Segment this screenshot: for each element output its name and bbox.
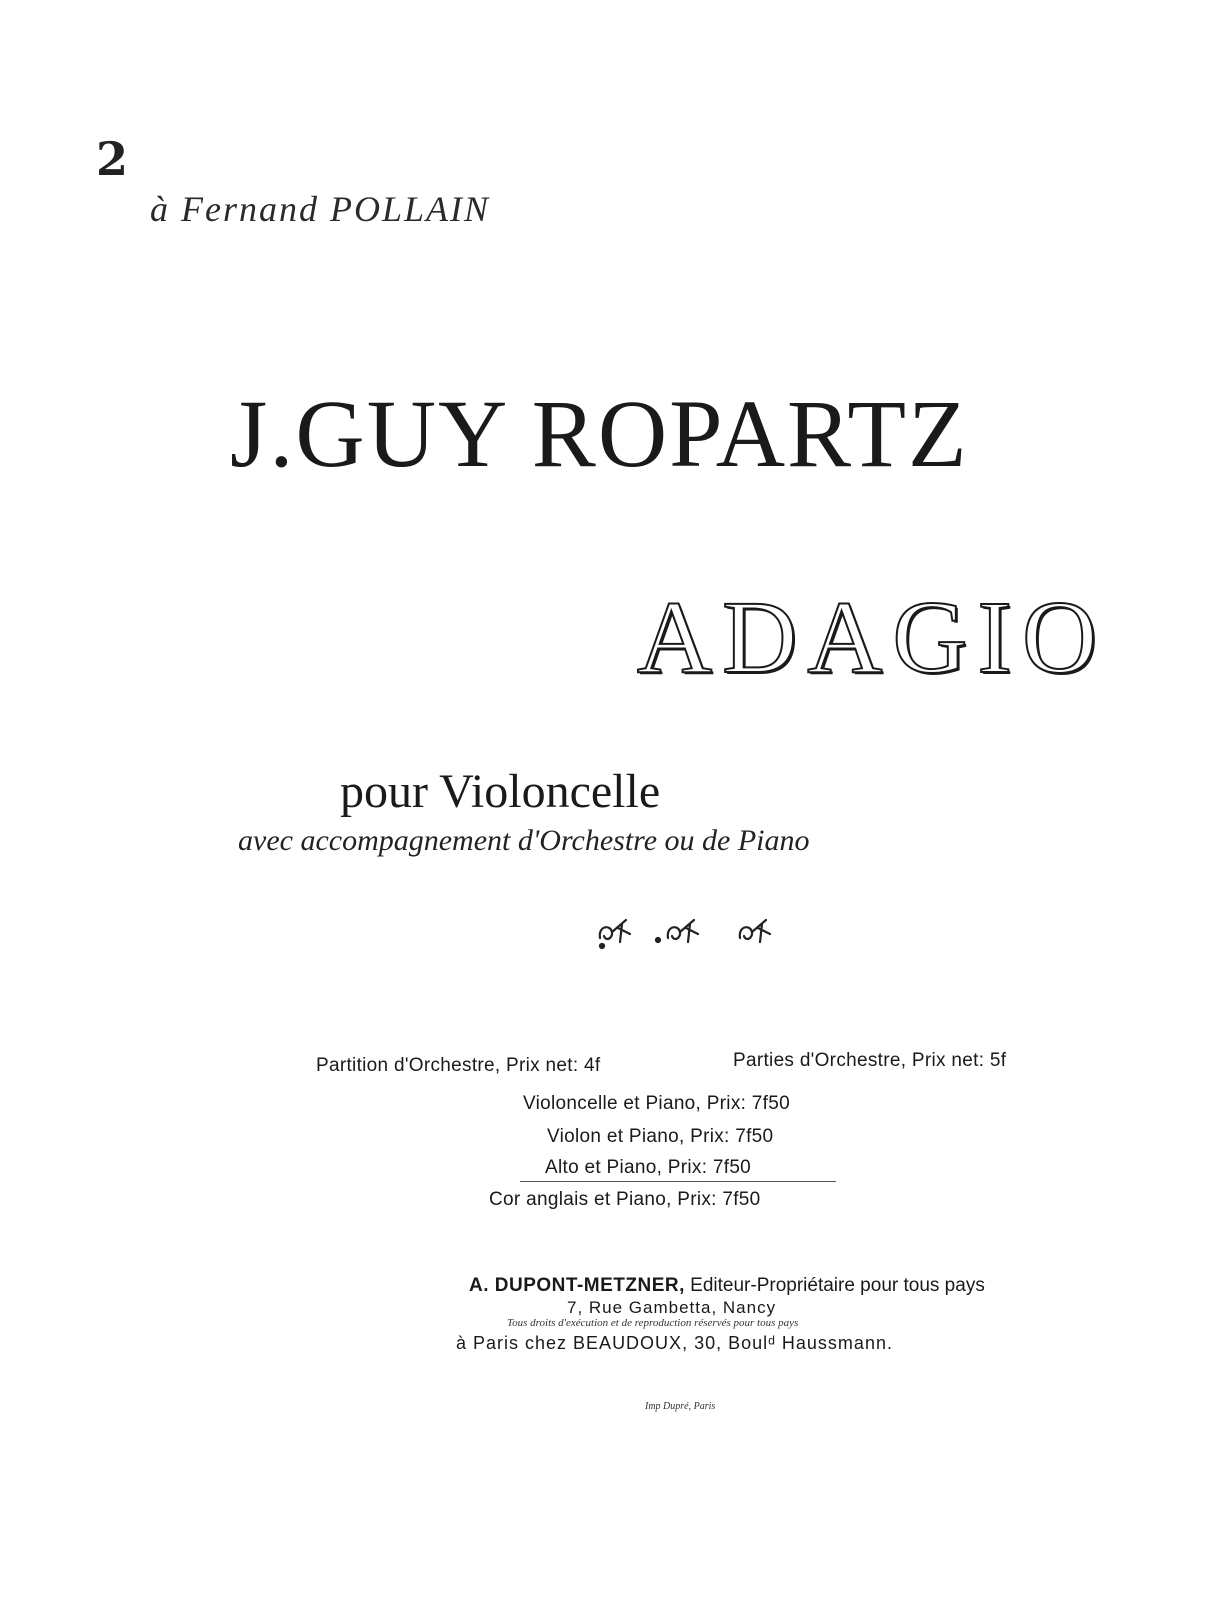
- decorative-ornaments: [592, 910, 792, 965]
- price-cor-anglais-piano: Cor anglais et Piano, Prix: 7f50: [489, 1189, 761, 1210]
- price-alto-piano: Alto et Piano, Prix: 7f50: [545, 1157, 752, 1178]
- rights-notice: Tous droits d'exécution et de reproduction réservés pour tous pays: [507, 1317, 799, 1329]
- printer-credit: Imp Dupré, Paris: [645, 1401, 716, 1412]
- fleuron-icon: [592, 910, 792, 960]
- page-number: 2: [96, 132, 129, 186]
- publisher-line: [469, 1275, 985, 1297]
- publisher-address: 7, Rue Gambetta, Nancy: [567, 1298, 777, 1317]
- composer-name: J.GUY ROPARTZ: [230, 380, 969, 487]
- price-orchestral-score: Partition d'Orchestre, Prix net: 4f: [316, 1055, 601, 1076]
- publisher-name: A. DUPONT-METZNER,: [469, 1275, 685, 1296]
- price-violin-piano: Violon et Piano, Prix: 7f50: [547, 1126, 774, 1147]
- paris-distributor: à Paris chez BEAUDOUX, 30, Boulᵈ Haussmann.: [456, 1333, 893, 1353]
- divider-rule: [520, 1181, 836, 1182]
- publisher-role: Editeur-Propriétaire pour tous pays: [684, 1275, 985, 1296]
- accompaniment-line: avec accompagnement d'Orchestre ou de Piano: [238, 824, 810, 857]
- instrument-line: pour Violoncelle: [340, 765, 661, 818]
- dedication: à Fernand POLLAIN: [150, 189, 490, 229]
- price-orchestral-parts: Parties d'Orchestre, Prix net: 5f: [733, 1050, 1007, 1071]
- price-cello-piano: Violoncelle et Piano, Prix: 7f50: [523, 1093, 790, 1114]
- work-title: ADAGIO: [637, 580, 1108, 695]
